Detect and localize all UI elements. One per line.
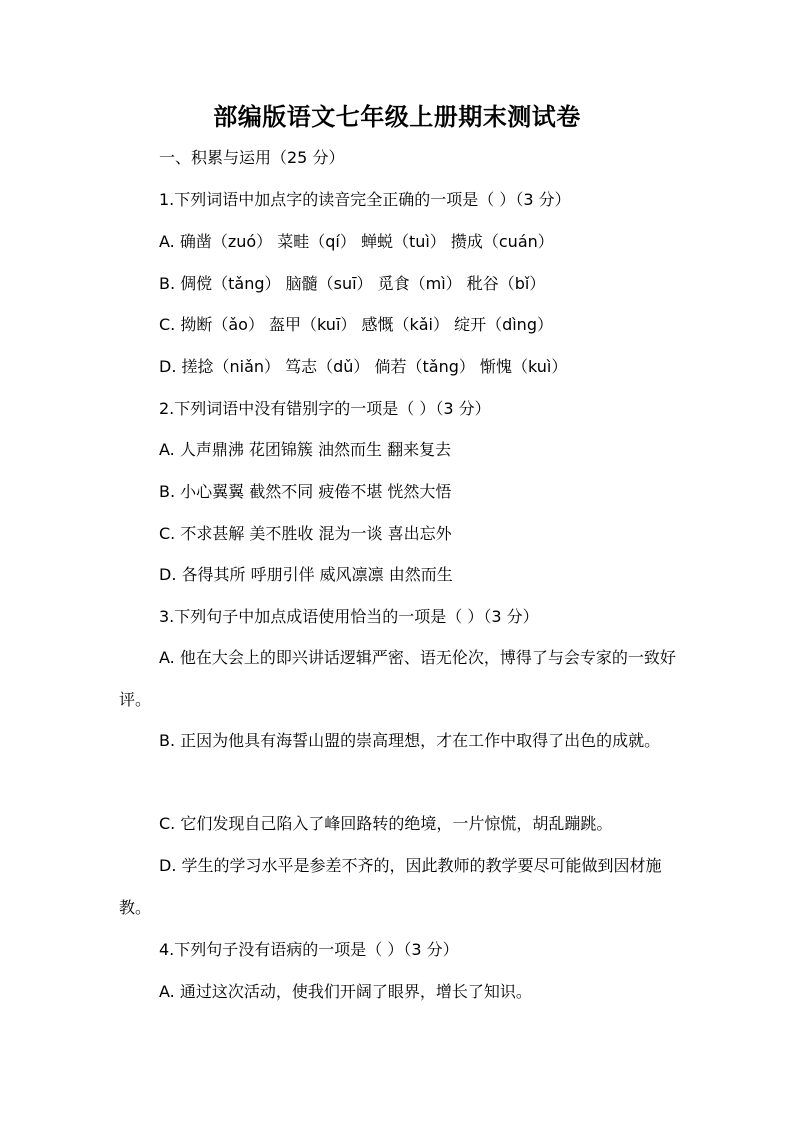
question-3-option-d: D. 学生的学习水平是参差不齐的，因此教师的教学要尽可能做到因材施教。 <box>119 856 662 917</box>
question-3-stem: 3.下列句子中加点成语使用恰当的一项是（ ）（3 分） <box>159 607 539 626</box>
question-2-stem: 2.下列词语中没有错别字的一项是（ ）（3 分） <box>159 399 491 418</box>
question-1-option-c: C. 拗断（ǎo） 盔甲（kuī） 感慨（kǎi） 绽开（dìng） <box>159 315 553 334</box>
section-heading: 一、积累与运用（25 分） <box>159 148 345 167</box>
question-1-option-b: B. 倜傥（tǎng） 脑髓（suī） 觅食（mì） 秕谷（bǐ） <box>159 274 546 293</box>
question-2-option-a: A. 人声鼎沸 花团锦簇 油然而生 翻来复去 <box>159 440 452 459</box>
question-4-option-a: A. 通过这次活动，使我们开阔了眼界，增长了知识。 <box>159 982 532 1001</box>
question-4-stem: 4.下列句子没有语病的一项是（ ）（3 分） <box>159 940 459 959</box>
question-2-option-c: C. 不求甚解 美不胜收 混为一谈 喜出忘外 <box>159 524 452 543</box>
question-1-option-a: A. 确凿（zuó） 菜畦（qí） 蝉蜕（tuì） 攒成（cuán） <box>159 232 554 251</box>
question-3-option-a: A. 他在大会上的即兴讲话逻辑严密、语无伦次，博得了与会专家的一致好评。 <box>119 648 676 709</box>
question-1-option-d: D. 搓捻（niǎn） 笃志（dǔ） 倘若（tǎng） 惭愧（kuì） <box>159 357 568 376</box>
question-2-option-b: B. 小心翼翼 截然不同 疲倦不堪 恍然大悟 <box>159 482 452 501</box>
question-1-stem: 1.下列词语中加点字的读音完全正确的一项是（ ）（3 分） <box>159 190 571 209</box>
question-2-option-d: D. 各得其所 呼朋引伴 威风凛凛 由然而生 <box>159 565 453 584</box>
question-3-option-b: B. 正因为他具有海誓山盟的崇高理想，才在工作中取得了出色的成就。 <box>159 731 661 750</box>
question-3-option-c: C. 它们发现自己陷入了峰回路转的绝境，一片惊慌，胡乱蹦跳。 <box>159 814 613 833</box>
page-title: 部编版语文七年级上册期末测试卷 <box>213 102 581 131</box>
